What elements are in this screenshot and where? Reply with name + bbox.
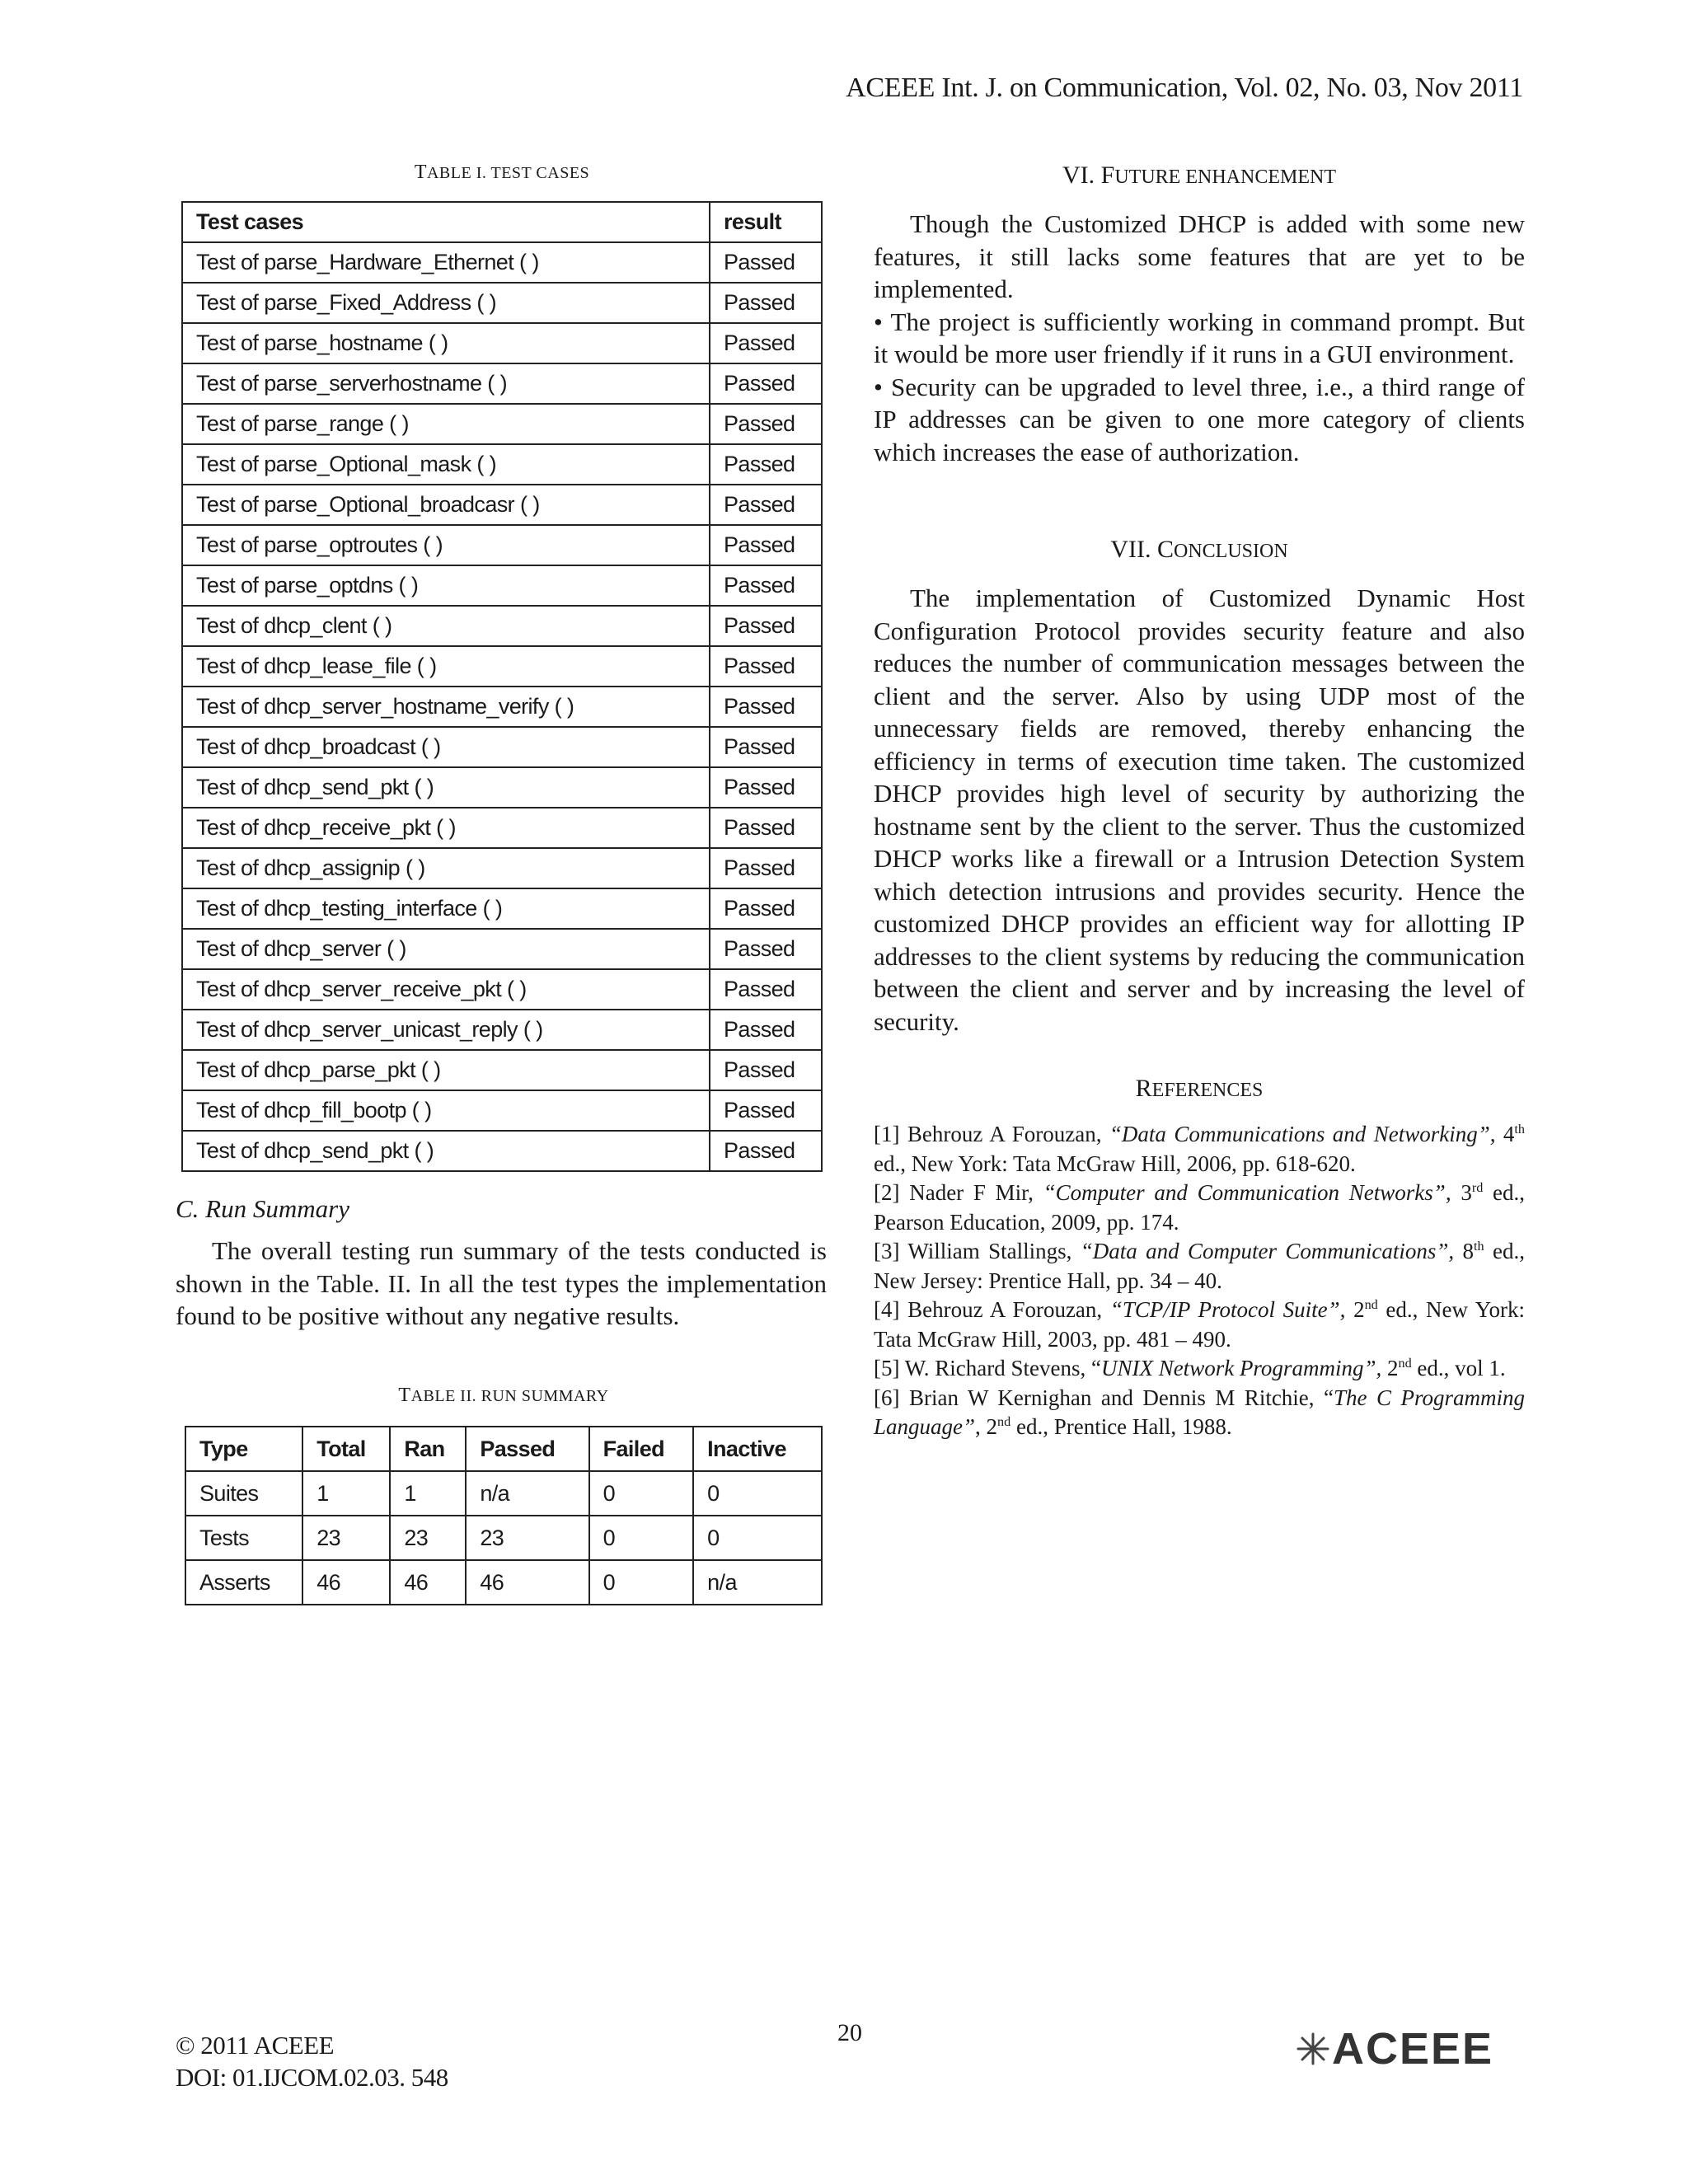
table-row [182,767,822,808]
table-row [182,727,822,767]
conclusion-text [874,582,1525,1038]
table-cell: Passed [710,646,822,687]
table-cell: Passed [710,283,822,323]
ref-sup: th [1474,1239,1484,1254]
table-cell: Test of parse_Optional_mask ( ) [182,444,710,485]
table-cell: Passed [710,242,822,283]
table-row [182,565,822,606]
table-cell: Test of parse_optdns ( ) [182,565,710,606]
reference-item [874,1237,1525,1296]
ref-title: “TCP/IP Protocol Suite”, [1109,1297,1346,1322]
table2-caption-cap: T [398,1385,411,1406]
table-row [182,404,822,444]
table-cell: Passed [710,969,822,1010]
ref-text: [6] Brian W Kernighan and Dennis M Ritchie, “ [874,1385,1334,1410]
run-summary-text [176,1235,827,1333]
ref-edition: 2 [1345,1297,1365,1322]
column-header: Inactive [693,1427,822,1471]
table-row [182,1010,822,1050]
column-header: Failed [589,1427,694,1471]
aceee-logo [1294,2023,1493,2074]
conclusion-paragraph: The implementation of Customized Dynamic Host Configuration Protocol provides security feature and also reduces the number of communication messages between the client and the server. Also by using UDP most of the unnecessary fields are removed, thereby enhancing the efficiency in terms of execution time taken. The customized DHCP provides high level of security by authorizing the hostname sent by the client to the server. Thus the customized DHCP works like a firewall or a Intrusion Detection System which detection intrusions and provides security. Hence the customized DHCP provides an efficient way for allotting IP addresses to the client systems by reducing the communication between the client and server and by increasing the level of security. [874,583,1525,1036]
table-cell: Passed [710,565,822,606]
conclusion-heading-rest: ONCLUSION [1173,541,1288,562]
future-enhancement-heading [874,162,1525,190]
table-cell: Test of parse_serverhostname ( ) [182,363,710,404]
future-enhancement-text [874,208,1525,468]
table-cell: Asserts [185,1560,302,1605]
run-summary-heading: C. Run Summary [176,1194,349,1223]
run-summary-paragraph: The overall testing run summary of the tests conducted is shown in the Table. II. In all the test types the implementation found to be positive without any negative results. [176,1236,827,1330]
table-cell: 46 [302,1560,390,1605]
run-summary-table [185,1426,823,1605]
table-cell: Passed [710,485,822,525]
references-heading-cap: R [1135,1075,1152,1102]
table-cell: Test of dhcp_clent ( ) [182,606,710,646]
doi-text: DOI: 01.IJCOM.02.03. 548 [176,2063,448,2092]
table-cell: Test of dhcp_lease_file ( ) [182,646,710,687]
table-cell: Test of dhcp_send_pkt ( ) [182,767,710,808]
table-row [182,687,822,727]
table-cell: Test of dhcp_server_receive_pkt ( ) [182,969,710,1010]
table-row [182,363,822,404]
ref-title: “Computer and Communication Networks”, [1043,1180,1451,1205]
column-header: Ran [390,1427,466,1471]
ref-title: UNIX Network Programming”, [1100,1356,1382,1380]
table-cell: Passed [710,888,822,929]
ref-text: ed., Prentice Hall, 1988. [1010,1414,1232,1439]
table-cell: Test of dhcp_fill_bootp ( ) [182,1090,710,1131]
ref-title: The C Programming Language” [874,1385,1525,1439]
future-paragraph: Though the Customized DHCP is added with some new features, it still lacks some features that are yet to be implemented. [874,209,1525,303]
table-cell: Passed [710,444,822,485]
table-cell: Test of dhcp_broadcast ( ) [182,727,710,767]
table-row [182,606,822,646]
ref-edition: 3 [1451,1180,1472,1205]
table2-caption-part2: UN SUMMARY [492,1387,609,1405]
ref-text: [3] William Stallings, [874,1239,1081,1263]
table-row [182,323,822,363]
ref-text: ed., New Jersey: Prentice Hall, pp. 34 – 40. [874,1239,1525,1293]
table-cell: 0 [693,1471,822,1516]
table-row [182,242,822,283]
journal-header: ACEEE Int. J. on Communication, Vol. 02, No. 03, Nov 2011 [846,73,1523,103]
table-cell: Passed [710,525,822,565]
table-row [182,808,822,848]
test-cases-table [181,201,823,1172]
table-cell: 23 [466,1516,588,1560]
table-cell: n/a [466,1471,588,1516]
references-heading-rest: EFERENCES [1151,1080,1264,1101]
table-cell: Passed [710,1090,822,1131]
ref-title: “Data Communications and Networking”, [1109,1122,1496,1146]
ref-text: [4] Behrouz A Forouzan, [874,1297,1110,1322]
column-header: Test cases [182,202,710,242]
table-cell: 46 [466,1560,588,1605]
star-logo-icon [1294,2030,1332,2068]
table2-caption [185,1385,823,1407]
ref-sup: nd [1364,1297,1378,1312]
table-cell: 1 [390,1471,466,1516]
table-cell: Test of parse_hostname ( ) [182,323,710,363]
future-heading-rest: UTURE ENHANCEMENT [1114,166,1336,188]
column-header: Total [302,1427,390,1471]
column-header: Passed [466,1427,588,1471]
table-cell: Passed [710,848,822,888]
table-row [185,1516,822,1560]
reference-item [874,1179,1525,1237]
table-cell: Passed [710,606,822,646]
table1-caption-cap: T [414,162,427,183]
ref-sup: rd [1471,1180,1484,1195]
conclusion-heading-cap: VII. C [1110,536,1174,563]
table-cell: Test of parse_optroutes ( ) [182,525,710,565]
table-cell: Passed [710,363,822,404]
table-row [182,848,822,888]
table-cell: 23 [302,1516,390,1560]
page-number: 20 [837,2019,862,2046]
references-heading [874,1075,1525,1103]
ref-text: [5] W. Richard Stevens, “ [874,1356,1101,1380]
column-header: Type [185,1427,302,1471]
ref-sup: nd [997,1414,1011,1429]
table-cell: Passed [710,687,822,727]
table-header-row [182,202,822,242]
ref-edition: 4 [1503,1122,1515,1146]
table-cell: Test of dhcp_testing_interface ( ) [182,888,710,929]
table-header-row [185,1427,822,1471]
table-cell: 46 [390,1560,466,1605]
table-cell: Test of dhcp_receive_pkt ( ) [182,808,710,848]
ref-sup: nd [1398,1356,1412,1371]
table-row [182,525,822,565]
table-cell: 0 [589,1471,694,1516]
ref-text: ed., New York: Tata McGraw Hill, 2003, pp. 481 – 490. [874,1297,1525,1352]
table-cell: Test of dhcp_assignip ( ) [182,848,710,888]
table-cell: Passed [710,1050,822,1090]
table-cell: 1 [302,1471,390,1516]
ref-title: “Data and Computer Communications”, [1080,1239,1455,1263]
table-row [182,283,822,323]
ref-text: ed., Pearson Education, 2009, pp. 174. [874,1180,1526,1235]
table-cell: Passed [710,767,822,808]
table-cell: Suites [185,1471,302,1516]
reference-list [874,1120,1525,1442]
table-cell: Test of parse_range ( ) [182,404,710,444]
table1-caption-part: ABLE I. T [426,164,502,182]
table-cell: n/a [693,1560,822,1605]
table-cell: Test of parse_Optional_broadcasr ( ) [182,485,710,525]
table-cell: Test of dhcp_server_hostname_verify ( ) [182,687,710,727]
table-cell: Passed [710,1010,822,1050]
copyright-text: © 2011 ACEEE [176,2031,335,2060]
table-cell: Test of dhcp_server_unicast_reply ( ) [182,1010,710,1050]
table-cell: Passed [710,323,822,363]
ref-edition: , 2 [975,1414,998,1439]
table-cell: 0 [589,1516,694,1560]
footer-left [176,2029,448,2093]
table1-caption-part2: EST CASES [501,164,590,182]
table-row [182,1131,822,1171]
table-cell: 0 [589,1560,694,1605]
logo-text: ACEEE [1332,2024,1494,2074]
table-cell: 23 [390,1516,466,1560]
table-cell: Passed [710,404,822,444]
table-row [182,1050,822,1090]
reference-item [874,1120,1525,1179]
table1-caption [181,162,823,184]
table-row [182,888,822,929]
table-cell: Passed [710,808,822,848]
table-row [182,485,822,525]
ref-text: [1] Behrouz A Forouzan, [874,1122,1109,1146]
future-heading-cap: VI. F [1062,162,1115,189]
conclusion-heading [874,536,1525,564]
ref-text: [2] Nader F Mir, [874,1180,1043,1205]
column-header: result [710,202,822,242]
table-row [182,1090,822,1131]
table-row [182,929,822,969]
table-cell: Test of dhcp_parse_pkt ( ) [182,1050,710,1090]
ref-sup: th [1514,1122,1525,1137]
ref-edition: 8 [1454,1239,1475,1263]
table-row [182,969,822,1010]
table-cell: Passed [710,929,822,969]
ref-text: ed., New York: Tata McGraw Hill, 2006, pp. 618-620. [874,1151,1356,1176]
reference-item [874,1384,1525,1442]
reference-item [874,1296,1525,1354]
table-cell: Tests [185,1516,302,1560]
table-cell: Test of dhcp_send_pkt ( ) [182,1131,710,1171]
table-row [182,646,822,687]
ref-edition: 2 [1381,1356,1399,1380]
future-bullet-1: • The project is sufficiently working in command prompt. But it would be more user friendly if it runs in a GUI environment. [874,307,1525,368]
table-cell: Test of dhcp_server ( ) [182,929,710,969]
table-cell: Passed [710,727,822,767]
reference-item [874,1354,1525,1384]
table-cell: Test of parse_Hardware_Ethernet ( ) [182,242,710,283]
table-row [182,444,822,485]
table-cell: 0 [693,1516,822,1560]
table2-caption-part: ABLE II. R [410,1387,493,1405]
table-cell: Passed [710,1131,822,1171]
table-row [185,1471,822,1516]
future-bullet-2: • Security can be upgraded to level three, i.e., a third range of IP addresses can be given to one more category of clients which increases the ease of authorization. [874,372,1525,466]
ref-text: ed., vol 1. [1411,1356,1506,1380]
table-cell: Test of parse_Fixed_Address ( ) [182,283,710,323]
table-row [185,1560,822,1605]
